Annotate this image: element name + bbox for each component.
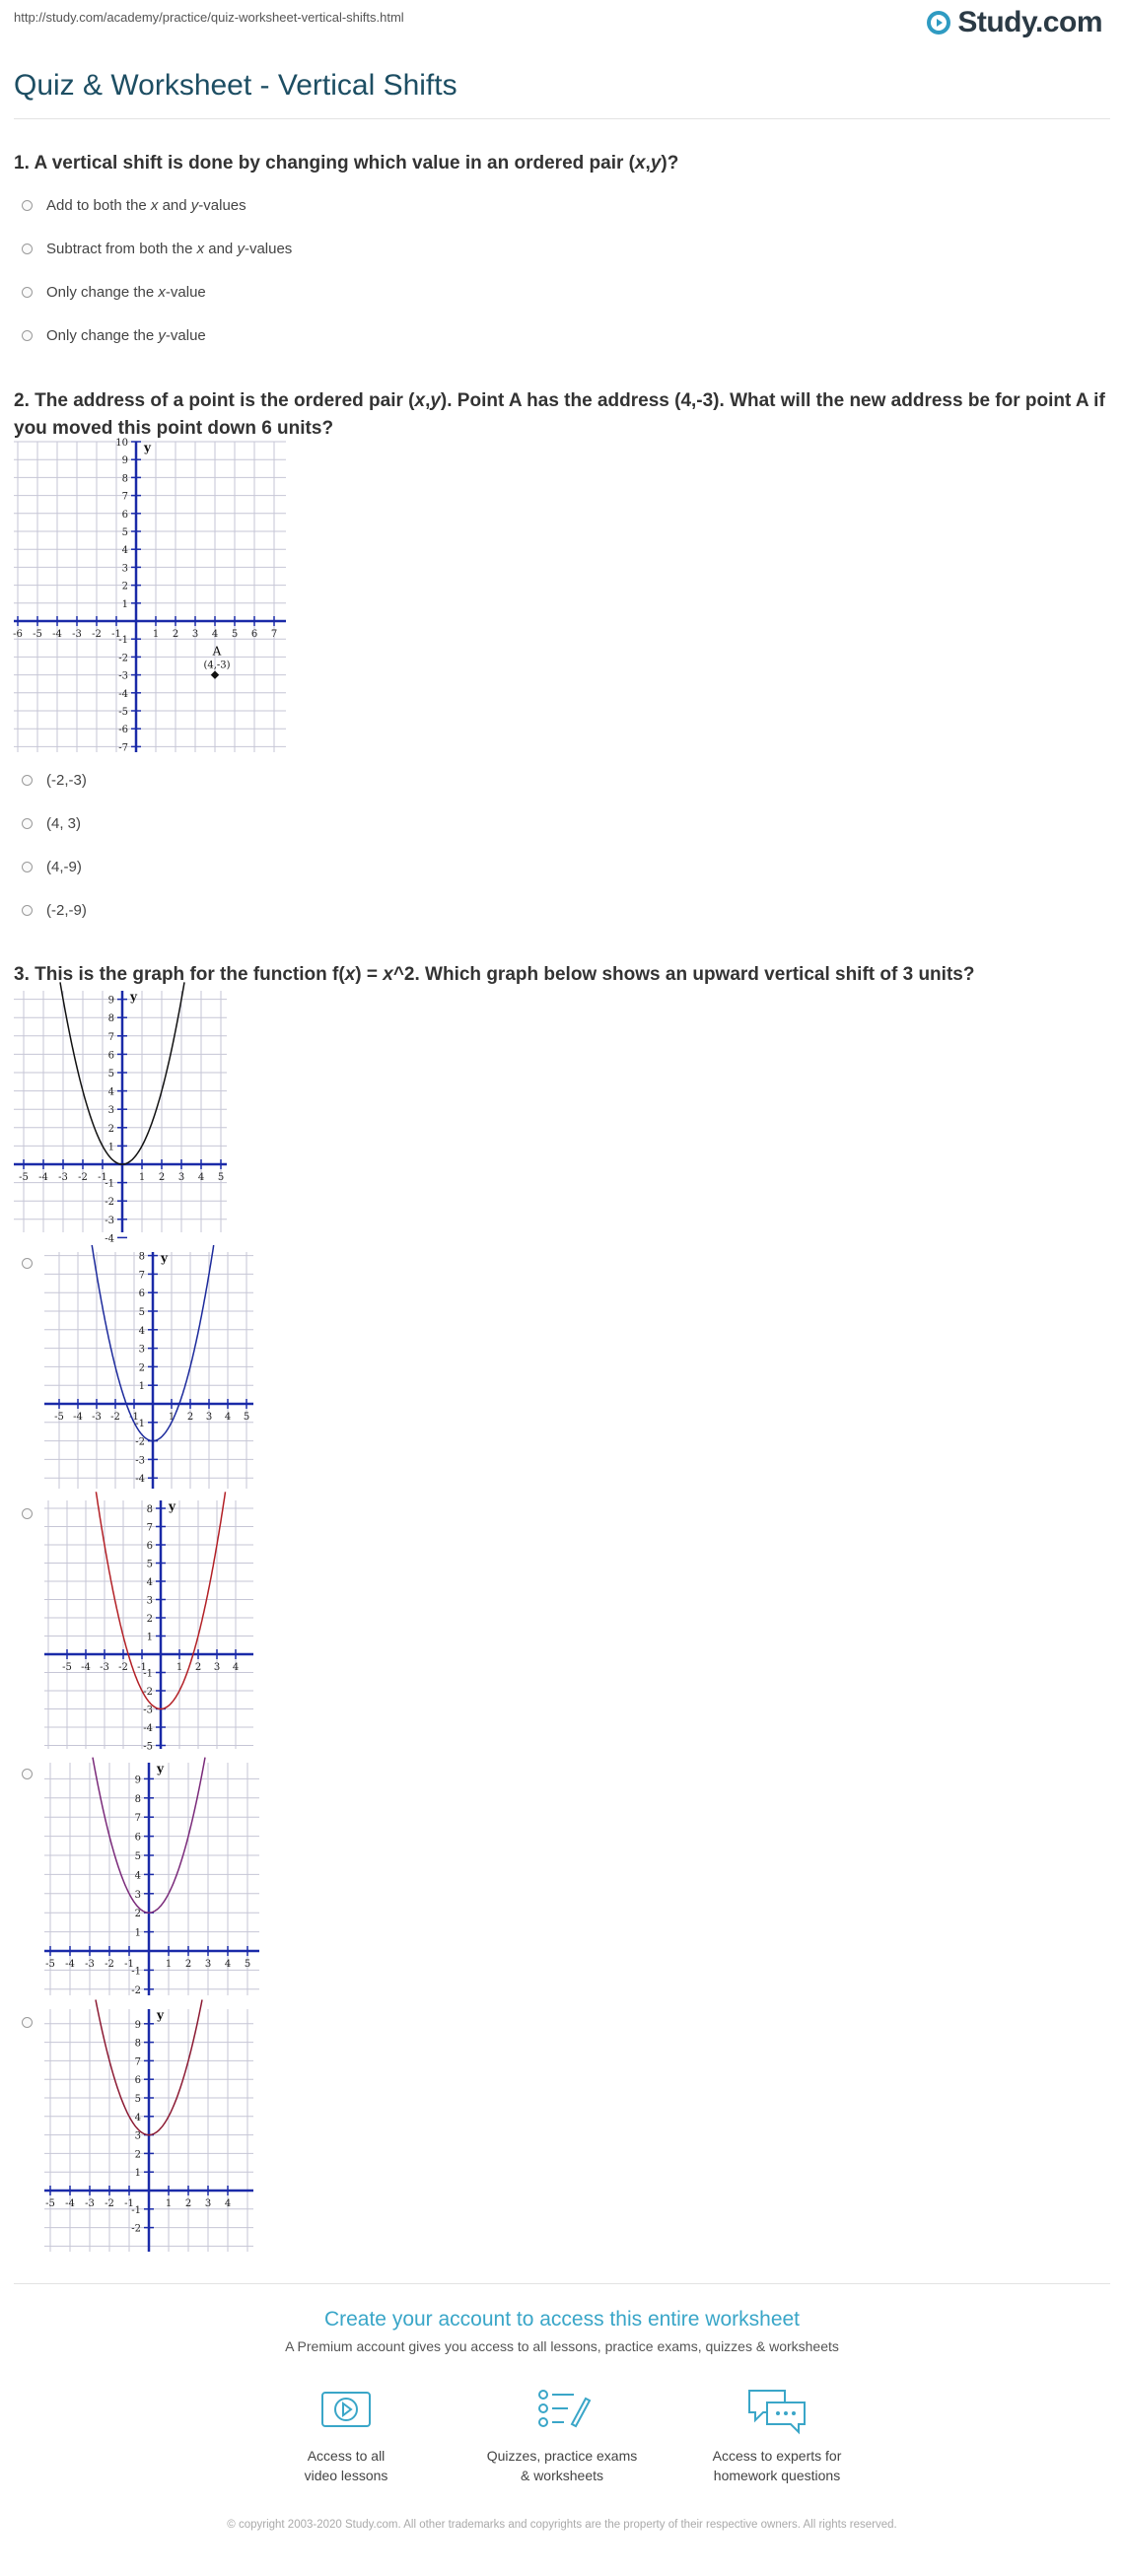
answer-text: Add to both the x and y-values <box>46 197 246 214</box>
x-tick-label: -4 <box>52 629 62 640</box>
y-tick-label: -7 <box>118 742 128 754</box>
y-axis-label: y <box>157 2008 164 2022</box>
x-tick-label: 6 <box>250 629 258 640</box>
radio-button[interactable] <box>22 244 33 254</box>
x-tick-label: -3 <box>92 1412 102 1423</box>
x-tick-label: 4 <box>224 1959 232 1970</box>
x-tick-label: -3 <box>72 629 82 640</box>
q3-option-1-radio[interactable] <box>22 1258 33 1269</box>
y-tick-label: 10 <box>115 438 128 449</box>
x-tick-label: 4 <box>224 1412 232 1423</box>
x-tick-label: 5 <box>217 1172 225 1183</box>
question-2: 2. The address of a point is the ordered pair (x,y). Point A has the address (4,-3). What will the new address be for point A if you moved this point down 6 units? <box>14 390 1105 439</box>
y-tick-label: 5 <box>107 1069 114 1079</box>
y-tick-label: 2 <box>134 1909 141 1920</box>
y-tick-label: 5 <box>138 1307 145 1318</box>
radio-button[interactable] <box>22 200 33 211</box>
y-tick-label: 5 <box>134 2094 141 2105</box>
q2-answer-a[interactable] <box>22 772 87 789</box>
y-tick-label: 8 <box>138 1251 145 1263</box>
y-tick-label: -2 <box>105 1197 114 1209</box>
x-tick-label: 2 <box>184 2198 192 2209</box>
x-tick-label: -1 <box>111 629 121 640</box>
y-tick-label: 4 <box>121 545 128 557</box>
y-tick-label: 8 <box>121 473 128 485</box>
point-a-coords: (4,-3) <box>203 660 231 671</box>
y-axis-label: y <box>144 441 151 454</box>
y-tick-label: 9 <box>121 455 128 467</box>
feature-quizzes <box>463 2381 661 2485</box>
feature-label: Access to all video lessons <box>304 2448 388 2483</box>
x-tick-label: 7 <box>270 629 278 640</box>
x-tick-label: 2 <box>186 1412 194 1423</box>
x-tick-label: -3 <box>85 2198 95 2209</box>
y-tick-label: -3 <box>118 670 128 682</box>
x-tick-label: -5 <box>62 1662 72 1673</box>
y-tick-label: 4 <box>134 2112 141 2123</box>
y-tick-label: 3 <box>134 2130 141 2142</box>
y-tick-label: 2 <box>107 1123 114 1135</box>
y-tick-label: -3 <box>135 1455 145 1467</box>
x-tick-label: -3 <box>85 1959 95 1970</box>
point-a-marker <box>211 670 219 678</box>
x-tick-label: 2 <box>184 1959 192 1970</box>
x-tick-label: 3 <box>213 1662 221 1673</box>
x-tick-label: -5 <box>54 1412 64 1423</box>
x-tick-label: -4 <box>65 2198 75 2209</box>
y-tick-label: 5 <box>121 527 128 538</box>
x-tick-label: 4 <box>197 1172 205 1183</box>
q3-option-2-radio[interactable] <box>22 1508 33 1519</box>
y-tick-label: 7 <box>138 1270 145 1282</box>
y-tick-label: -2 <box>135 1436 145 1448</box>
q1-answer-a[interactable] <box>22 197 246 214</box>
y-tick-label: -3 <box>143 1705 153 1716</box>
radio-button[interactable] <box>22 818 33 829</box>
y-tick-label: 1 <box>146 1632 153 1643</box>
answer-text: (4,-9) <box>46 859 82 875</box>
graph-svg <box>44 1763 259 1995</box>
divider <box>14 2283 1110 2284</box>
y-tick-label: 6 <box>146 1541 153 1552</box>
y-tick-label: -5 <box>143 1741 153 1753</box>
y-tick-label: 3 <box>107 1105 114 1117</box>
video-icon <box>316 2385 376 2436</box>
y-tick-label: 8 <box>146 1504 153 1515</box>
y-tick-label: -1 <box>118 635 128 647</box>
y-tick-label: 6 <box>138 1288 145 1300</box>
x-tick-label: -1 <box>98 1172 107 1183</box>
q3-option-4-radio[interactable] <box>22 2017 33 2028</box>
x-tick-label: 5 <box>244 1959 251 1970</box>
answer-text: Only change the x-value <box>46 284 206 301</box>
graph-svg <box>44 1252 253 1489</box>
x-tick-label: 1 <box>168 1412 176 1423</box>
play-circle-icon <box>926 10 951 35</box>
x-tick-label: 2 <box>172 629 179 640</box>
x-tick-label: 3 <box>204 1959 212 1970</box>
y-tick-label: 8 <box>107 1013 114 1025</box>
y-tick-label: 6 <box>121 509 128 521</box>
answer-text: Subtract from both the x and y-values <box>46 241 293 257</box>
graph-svg <box>14 990 227 1245</box>
page-title: Quiz & Worksheet - Vertical Shifts <box>14 69 457 102</box>
y-tick-label: 7 <box>146 1522 153 1534</box>
y-tick-label: -1 <box>131 1966 141 1978</box>
q2-answer-c[interactable] <box>22 859 82 875</box>
y-tick-label: 4 <box>146 1577 153 1588</box>
x-tick-label: -3 <box>58 1172 68 1183</box>
y-tick-label: 1 <box>138 1381 145 1393</box>
y-tick-label: -2 <box>131 1984 141 1996</box>
y-axis-label: y <box>157 1762 164 1775</box>
y-tick-label: -1 <box>105 1178 114 1190</box>
feature-label: Quizzes, practice exams & worksheets <box>486 2448 638 2483</box>
x-tick-label: -3 <box>100 1662 109 1673</box>
x-tick-label: -2 <box>118 1662 128 1673</box>
q1-answer-d[interactable] <box>22 327 206 344</box>
q3-option-1-graph[interactable] <box>44 1252 253 1489</box>
x-tick-label: 1 <box>165 2198 173 2209</box>
x-tick-label: -5 <box>45 1959 55 1970</box>
x-tick-label: 5 <box>243 1412 250 1423</box>
y-tick-label: 9 <box>107 995 114 1007</box>
x-tick-label: -4 <box>81 1662 91 1673</box>
cta-title[interactable]: Create your account to access this entire worksheet <box>323 2308 801 2331</box>
y-tick-label: 5 <box>134 1851 141 1862</box>
q1-answer-b[interactable] <box>22 241 292 257</box>
y-tick-label: -5 <box>118 707 128 718</box>
x-tick-label: -1 <box>124 1959 134 1970</box>
radio-button[interactable] <box>22 775 33 786</box>
checklist-icon <box>532 2385 592 2436</box>
feature-label: Access to experts for homework questions <box>712 2448 842 2483</box>
divider <box>14 118 1110 119</box>
graph-svg <box>13 438 286 754</box>
x-tick-label: 4 <box>224 2198 232 2209</box>
y-tick-label: 2 <box>121 581 128 592</box>
answer-text: (4, 3) <box>46 815 82 832</box>
x-tick-label: -1 <box>129 1412 139 1423</box>
y-tick-label: -2 <box>118 653 128 664</box>
cta-subtitle: A Premium account gives you access to all lessons, practice exams, quizzes & worksheets <box>285 2338 839 2354</box>
y-axis-label: y <box>169 1499 176 1513</box>
x-tick-label: -5 <box>45 2198 55 2209</box>
y-tick-label: -4 <box>118 688 128 700</box>
x-tick-label: -5 <box>33 629 42 640</box>
x-tick-label: 3 <box>205 1412 213 1423</box>
q3-option-3-graph[interactable] <box>44 1763 259 1995</box>
x-tick-label: -2 <box>105 1959 114 1970</box>
x-tick-label: 2 <box>194 1662 202 1673</box>
q3-option-3-radio[interactable] <box>22 1769 33 1779</box>
q2-answer-d[interactable] <box>22 902 87 919</box>
study-logo[interactable] <box>926 6 1102 39</box>
x-tick-label: -1 <box>137 1662 147 1673</box>
x-tick-label: -5 <box>19 1172 29 1183</box>
y-tick-label: 1 <box>121 598 128 610</box>
y-tick-label: 6 <box>134 2075 141 2087</box>
x-tick-label: 4 <box>232 1662 240 1673</box>
logo-text: Study.com <box>957 6 1102 38</box>
x-tick-label: 3 <box>191 629 199 640</box>
y-tick-label: 1 <box>134 2168 141 2180</box>
question-3: 3. This is the graph for the function f(x) = x^2. Which graph below shows an upward vertical shift of 3 units? <box>14 964 975 985</box>
feature-experts <box>678 2381 876 2485</box>
x-tick-label: 3 <box>204 2198 212 2209</box>
x-tick-label: -2 <box>78 1172 88 1183</box>
x-tick-label: 1 <box>138 1172 146 1183</box>
y-tick-label: 3 <box>138 1344 145 1356</box>
x-tick-label: 5 <box>231 629 239 640</box>
y-tick-label: -2 <box>131 2223 141 2235</box>
y-tick-label: 5 <box>146 1559 153 1570</box>
x-tick-label: -4 <box>73 1412 83 1423</box>
y-tick-label: -6 <box>118 725 128 736</box>
y-tick-label: 7 <box>134 1813 141 1825</box>
question-1: 1. A vertical shift is done by changing which value in an ordered pair (x,y)? <box>14 153 679 174</box>
y-tick-label: 3 <box>146 1595 153 1607</box>
x-tick-label: -2 <box>92 629 102 640</box>
y-tick-label: 4 <box>107 1086 114 1098</box>
y-tick-label: 4 <box>138 1325 145 1337</box>
radio-button[interactable] <box>22 330 33 341</box>
y-tick-label: 3 <box>134 1889 141 1901</box>
graph-svg <box>44 2009 253 2252</box>
x-tick-label: 2 <box>158 1172 166 1183</box>
x-tick-label: -2 <box>110 1412 120 1423</box>
graph-svg <box>44 1499 253 1753</box>
x-tick-label: 3 <box>177 1172 185 1183</box>
y-tick-label: 8 <box>134 2038 141 2050</box>
page-url: http://study.com/academy/practice/quiz-worksheet-vertical-shifts.html <box>14 10 404 25</box>
x-tick-label: -4 <box>38 1172 48 1183</box>
y-axis-label: y <box>130 990 137 1004</box>
y-tick-label: 2 <box>146 1614 153 1625</box>
y-tick-label: -3 <box>105 1215 114 1226</box>
y-tick-label: -1 <box>143 1668 153 1680</box>
y-tick-label: -4 <box>135 1474 145 1486</box>
y-tick-label: 7 <box>134 2056 141 2068</box>
q2-coordinate-grid <box>13 438 286 754</box>
y-tick-label: -4 <box>143 1723 153 1734</box>
y-axis-label: y <box>161 1251 168 1265</box>
answer-text: Only change the y-value <box>46 327 206 344</box>
answer-text: (-2,-3) <box>46 772 87 789</box>
radio-button[interactable] <box>22 287 33 298</box>
x-tick-label: -1 <box>124 2198 134 2209</box>
y-tick-label: -2 <box>143 1687 153 1698</box>
q3-prompt-graph <box>14 990 227 1245</box>
point-a-label: A <box>212 644 222 659</box>
x-tick-label: -2 <box>105 2198 114 2209</box>
x-tick-label: 4 <box>211 629 219 640</box>
radio-button[interactable] <box>22 862 33 872</box>
q1-answer-c[interactable] <box>22 284 206 301</box>
x-tick-label: -6 <box>13 629 23 640</box>
radio-button[interactable] <box>22 905 33 916</box>
q3-option-4-graph[interactable] <box>44 2009 253 2252</box>
y-tick-label: 8 <box>134 1793 141 1805</box>
y-tick-label: 4 <box>134 1870 141 1882</box>
y-tick-label: -1 <box>135 1418 145 1429</box>
y-tick-label: 9 <box>134 2019 141 2031</box>
x-tick-label: 1 <box>165 1959 173 1970</box>
y-tick-label: 7 <box>121 491 128 503</box>
x-tick-label: -4 <box>65 1959 75 1970</box>
q3-option-2-graph[interactable] <box>44 1499 253 1753</box>
y-tick-label: 3 <box>121 563 128 575</box>
y-tick-label: 2 <box>138 1362 145 1374</box>
y-tick-label: 2 <box>134 2149 141 2161</box>
y-tick-label: -4 <box>105 1233 114 1245</box>
q2-answer-b[interactable] <box>22 815 81 832</box>
y-tick-label: 1 <box>107 1142 114 1153</box>
copyright: © copyright 2003-2020 Study.com. All other trademarks and copyrights are the property of their respective owners. All rights reserved. <box>227 2519 897 2531</box>
y-tick-label: 9 <box>134 1775 141 1786</box>
y-tick-label: 7 <box>107 1031 114 1043</box>
feature-video-lessons <box>247 2381 445 2485</box>
chat-icon <box>745 2385 808 2436</box>
y-tick-label: 6 <box>134 1832 141 1844</box>
x-tick-label: 1 <box>176 1662 183 1673</box>
y-tick-label: 1 <box>134 1927 141 1939</box>
x-tick-label: 1 <box>152 629 160 640</box>
answer-text: (-2,-9) <box>46 902 87 919</box>
y-tick-label: -1 <box>131 2204 141 2216</box>
y-tick-label: 6 <box>107 1050 114 1062</box>
